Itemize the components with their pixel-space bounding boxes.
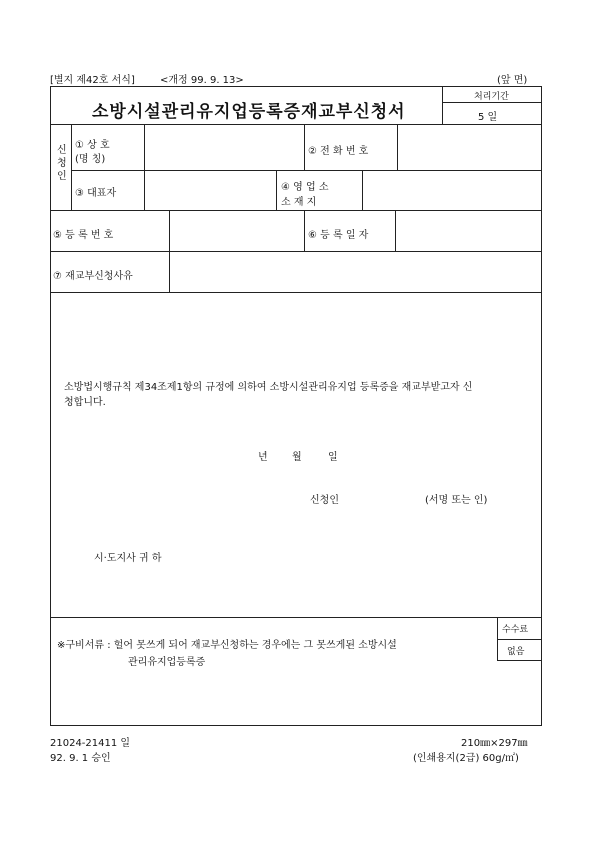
form-title: 소방시설관리유지업등록증재교부신청서 — [92, 102, 406, 122]
registration-date-label: ⑥ 등 록 일 자 — [308, 230, 369, 241]
required-documents: ※구비서류 : 헐어 못쓰게 되어 재교부신청하는 경우에는 그 못쓰게된 소방시설 — [57, 640, 397, 651]
paper-spec: (인쇄용지(2급) 60g/㎡) — [413, 753, 519, 764]
applicant-signature-label: 신청인 — [310, 495, 339, 506]
date-month: 월 — [292, 452, 302, 463]
company-label: ① 상 호 — [75, 140, 110, 151]
office-label-alt: 소 재 지 — [281, 197, 317, 208]
recipient: 시·도지사 귀 하 — [94, 553, 162, 564]
date-year: 년 — [258, 452, 268, 463]
phone-label: ② 전 화 번 호 — [308, 146, 369, 157]
office-label: ④ 영 업 소 — [281, 182, 329, 193]
revision-date: <개정 99. 9. 13> — [160, 75, 244, 86]
approval-date: 92. 9. 1 승인 — [50, 753, 111, 764]
paper-size: 210㎜×297㎜ — [461, 738, 528, 749]
processing-label: 처리기간 — [474, 92, 509, 102]
date-day: 일 — [328, 452, 338, 463]
required-documents-cont: 관리유지업등록증 — [128, 657, 206, 668]
representative-label: ③ 대표자 — [75, 188, 117, 199]
fee-value: 없음 — [507, 647, 525, 657]
signature-hint: (서명 또는 인) — [425, 495, 488, 506]
statement-line-2: 청합니다. — [64, 397, 106, 408]
page-side: (앞 면) — [497, 75, 528, 86]
form-number: [별지 제42호 서식] — [50, 75, 135, 86]
registration-number-label: ⑤ 등 록 번 호 — [53, 230, 114, 241]
applicant-group-label: 신청인 — [57, 145, 67, 182]
form-code: 21024-21411 일 — [50, 738, 131, 749]
processing-value: 5 일 — [478, 112, 498, 123]
statement-line-1: 소방법시행규칙 제34조제1항의 규정에 의하여 소방시설관리유지업 등록증을 재교부받고자 신 — [64, 382, 473, 393]
fee-label: 수수료 — [502, 625, 529, 635]
company-label-alt: (명 칭) — [75, 154, 106, 165]
reason-label: ⑦ 재교부신청사유 — [53, 271, 133, 282]
